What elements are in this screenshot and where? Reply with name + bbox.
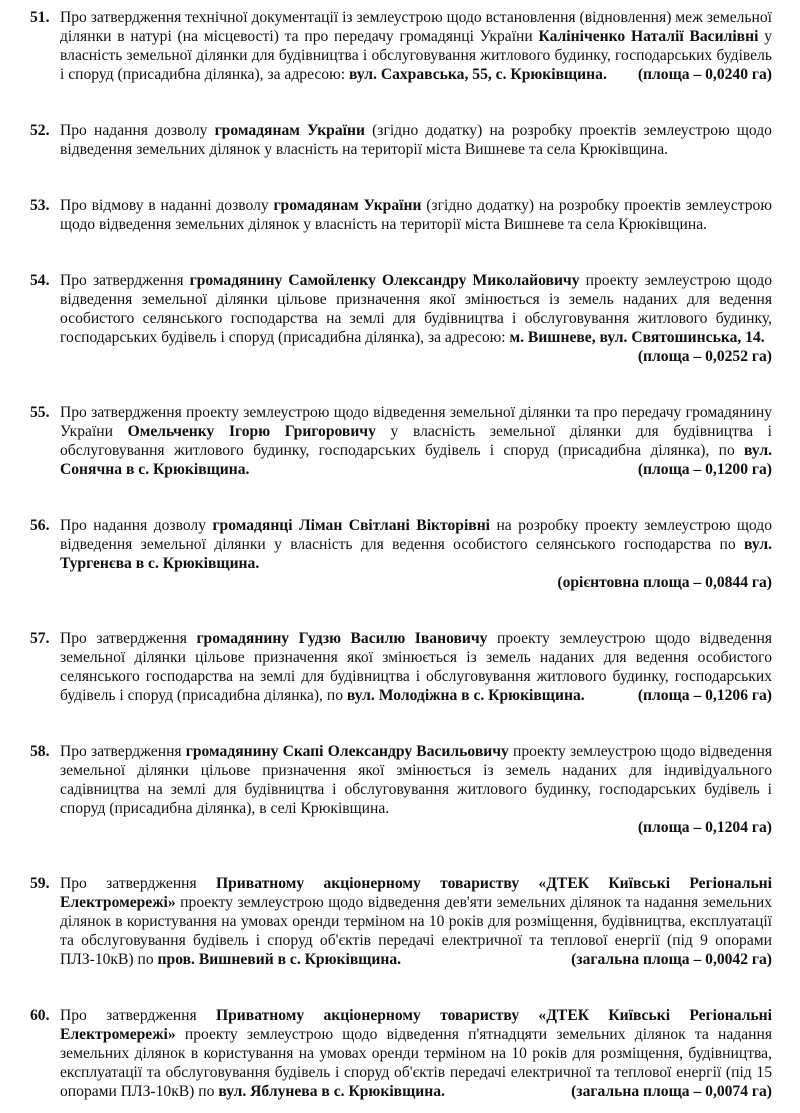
item-number: 59. — [30, 875, 50, 892]
list-item — [30, 874, 773, 969]
item-number: 51. — [30, 9, 50, 26]
item-text: Про надання дозволу — [60, 122, 215, 139]
list-item — [30, 121, 772, 159]
item-text: Про затвердження — [60, 1007, 216, 1024]
item-text: на розробку проекту землеустрою щодо відведення земельної ділянки у власність для ведення особистого селянського господарства по — [60, 517, 772, 553]
item-bold-name: Омельченку Ігорю Григоровичу — [127, 423, 376, 440]
item-area: (орієнтовна площа – 0,0844 га) — [557, 574, 772, 591]
item-text: Про відмову в наданні дозволу — [60, 197, 274, 214]
item-text: у власність земельної ділянки для будівництва і обслуговування житлового будинку, господарських будівель і споруд (присадибна ділянка), по — [60, 423, 772, 459]
item-bold-name: громадянину Гудзю Василю Івановичу — [196, 630, 488, 647]
item-bold-address: вул. Яблунева в с. Крюківщина. — [218, 1083, 445, 1100]
item-area: (площа – 0,1200 га) — [637, 461, 772, 478]
item-area: (площа – 0,0240 га) — [637, 66, 772, 83]
item-number: 52. — [30, 122, 50, 139]
item-bold-name: Приватному акціонерному товариству «ДТЕК Київські Регіональні Електромережі» — [60, 875, 773, 911]
item-text: Про затвердження — [60, 272, 190, 289]
item-bold-name: громадянам України — [214, 122, 365, 139]
item-area: (загальна площа – 0,0074 га) — [571, 1083, 772, 1100]
list-item — [30, 516, 772, 592]
item-text: проекту землеустрою щодо відведення земельної ділянки цільове призначення якої змінюється із земель наданих для ведення особистого селянського господарства на землі для будівництва і обслуговування житлового будинку, господарських будівель і споруд (присадибна ділянка), по — [60, 630, 773, 704]
item-area: (площа – 0,1204 га) — [637, 819, 772, 836]
list-item — [30, 196, 773, 234]
item-area: (загальна площа – 0,0042 га) — [571, 951, 772, 968]
item-text: (згідно додатку) на розробку проектів землеустрою щодо відведення земельних ділянок у власність на території міста Вишневе та села Крюківщина. — [60, 122, 772, 158]
item-text: Про затвердження технічної документації із землеустрою щодо встановлення (відновлення) меж земельної ділянки в натурі (на місцевості) та про передачу громадянці України — [60, 9, 772, 45]
item-number: 53. — [30, 197, 50, 214]
item-number: 55. — [30, 404, 50, 421]
item-number: 54. — [30, 272, 50, 289]
item-bold-name: громадянину Самойленку Олександру Миколайовичу — [189, 272, 580, 289]
item-number: 57. — [30, 630, 50, 647]
item-bold-name: громадянину Скапі Олександру Васильовичу — [185, 743, 509, 760]
item-area: (площа – 0,0252 га) — [637, 348, 772, 365]
item-bold-address: вул. Молодіжна в с. Крюківщина. — [346, 687, 585, 704]
list-item — [30, 742, 773, 837]
item-bold-name: Калініченко Наталії Василівні — [538, 28, 759, 45]
list-item — [30, 1006, 773, 1101]
item-text: у власність земельної ділянки для будівництва і обслуговування житлового будинку, господарських будівель і споруд (присадибна ділянка), за адресою: — [60, 28, 772, 83]
item-text: Про затвердження — [60, 630, 197, 647]
item-bold-name: Приватному акціонерному товариству «ДТЕК Київські Регіональні Електромережі» — [60, 1007, 773, 1043]
list-item — [30, 629, 773, 705]
item-number: 60. — [30, 1007, 50, 1024]
item-bold-address: пров. Вишневий в с. Крюківщина. — [157, 951, 402, 968]
item-text: проекту землеустрою щодо відведення дев'яти земельних ділянок та надання земельних ділянок в користування на умовах оренди терміном на 10 років для розміщення, будівництва, експлуатації та обслуговування будівель і споруд об'єктів передачі електричної та теплової енергії (під 9 опорами ПЛЗ-10кВ) по — [60, 894, 772, 968]
item-text: Про затвердження — [60, 875, 216, 892]
item-number: 58. — [30, 743, 50, 760]
list-item — [30, 8, 772, 84]
item-bold-address: вул. Тургенєва в с. Крюківщина. — [60, 536, 772, 572]
item-bold-address: м. Вишневе, вул. Святошинська, 14. — [509, 329, 765, 346]
item-bold-name: громадянці Ліман Світлані Вікторівні — [212, 517, 491, 534]
item-text: проекту землеустрою щодо відведення земельної ділянки цільове призначення якої змінюється із земель наданих для індивідуального садівництва на землі для будівництва і обслуговування житлового будинку, господарських будівель і споруд (присадибна ділянка), в селі Крюківщина. — [60, 743, 773, 817]
item-text: (згідно додатку) на розробку проектів землеустрою щодо відведення земельних ділянок у власність на території міста Вишневе та села Крюківщина. — [60, 197, 773, 233]
item-bold-address: вул. Сахравська, 55, с. Крюківщина. — [348, 66, 607, 83]
item-text: Про затвердження — [60, 743, 186, 760]
item-text: проекту землеустрою щодо відведення земельної ділянки цільове призначення якої змінюється із земель наданих для ведення особистого селянського господарства на землі для будівництва і обслуговування житлового будинку, господарських будівель і споруд (присадибна ділянка), за адресою: — [60, 272, 772, 346]
item-area: (площа – 0,1206 га) — [637, 687, 772, 704]
list-item — [30, 271, 772, 366]
item-bold-address: вул. Сонячна в с. Крюківщина. — [60, 442, 772, 478]
item-text: Про надання дозволу — [60, 517, 213, 534]
list-item — [30, 403, 772, 479]
item-number: 56. — [30, 517, 50, 534]
item-bold-name: громадянам України — [273, 197, 422, 214]
item-text: Про затвердження проекту землеустрою щодо відведення земельної ділянки та про передачу громадянину України — [60, 404, 772, 440]
item-text: проекту землеустрою щодо відведення п'ятнадцяти земельних ділянок та надання земельних ділянок в користування на умовах оренди терміном на 10 років для розміщення, будівництва, експлуатації та обслуговування будівель і споруд об'єктів передачі електричної та теплової енергії (під 15 опорами ПЛЗ-10кВ) по — [60, 1026, 772, 1100]
